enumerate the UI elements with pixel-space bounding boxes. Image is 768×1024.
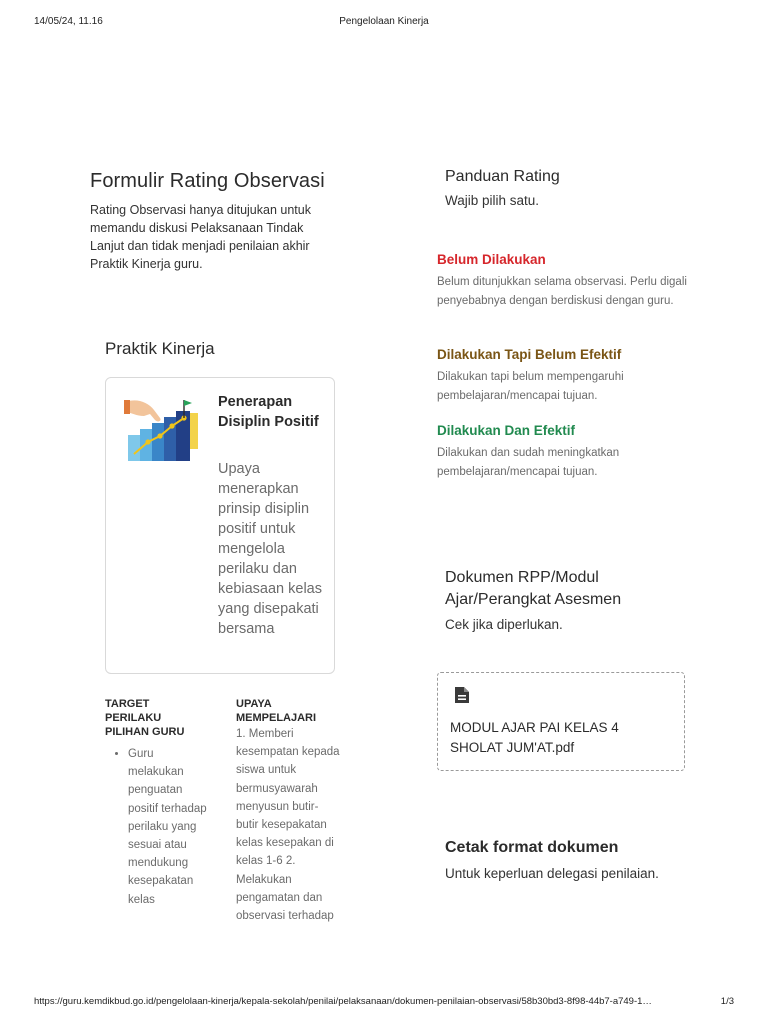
dokumen-subtitle: Cek jika diperlukan. [445, 617, 563, 632]
form-title: Formulir Rating Observasi [90, 170, 325, 192]
dokumen-section [445, 567, 685, 632]
list-item: • Guru melakukan penguatan positif terhadap perilaku yang sesuai atau mendukung kesepakatan kelas [128, 745, 207, 909]
target-list [105, 745, 207, 909]
print-header [0, 16, 768, 30]
rating-option-belum-efektif[interactable] [437, 347, 687, 406]
file-attachment[interactable] [437, 672, 685, 771]
file-name[interactable]: MODUL AJAR PAI KELAS 4 SHOLAT JUM'AT.pdf [450, 720, 619, 755]
form-description: Rating Observasi hanya ditujukan untuk memandu diskusi Pelaksanaan Tindak Lanjut dan tidak menjadi penilaian akhir Praktik Kinerja guru. [90, 203, 311, 271]
cetak-title: Cetak format dokumen [445, 839, 619, 856]
cetak-subtitle: Untuk keperluan delegasi penilaian. [445, 866, 659, 881]
upaya-heading: UPAYA MEMPELAJARI [236, 698, 317, 724]
panduan-subtitle: Wajib pilih satu. [445, 193, 540, 208]
rating-description: Belum ditunjukkan selama observasi. Perlu digali penyebabnya dengan berdiskusi dengan guru. [437, 276, 687, 307]
rating-label: Dilakukan Dan Efektif [437, 423, 576, 438]
print-page-title: Pengelolaan Kinerja [339, 16, 429, 27]
panduan-rating [437, 168, 687, 478]
rating-option-belum[interactable] [437, 252, 687, 311]
card-title: Penerapan Disiplin Positif [218, 394, 319, 430]
panduan-title: Panduan Rating [445, 168, 560, 185]
card-description: Upaya menerapkan prinsip disiplin positif untuk mengelola perilaku dan kebiasaan kelas yang disepakati bersama [218, 461, 322, 637]
print-datetime: 14/05/24, 11.16 [34, 16, 103, 27]
stairs-flag-illustration [124, 396, 204, 466]
rating-description: Dilakukan dan sudah meningkatkan pembelajaran/mencapai tujuan. [437, 447, 620, 478]
target-heading: TARGET PERILAKU PILIHAN GURU [105, 698, 185, 738]
document-icon [454, 686, 470, 704]
rating-description: Dilakukan tapi belum mempengaruhi pembelajaran/mencapai tujuan. [437, 371, 624, 402]
rating-label: Dilakukan Tapi Belum Efektif [437, 347, 622, 362]
praktik-card [105, 377, 335, 674]
dokumen-title: Dokumen RPP/Modul Ajar/Perangkat Asesmen [445, 569, 622, 608]
rating-option-efektif[interactable] [437, 423, 687, 482]
form-intro [90, 168, 340, 273]
praktik-kinerja-title: Praktik Kinerja [105, 339, 215, 358]
rating-label: Belum Dilakukan [437, 252, 546, 267]
print-url: https://guru.kemdikbud.go.id/pengelolaan-kinerja/kepala-sekolah/penilai/pelaksanaan/dokumen-penilaian-observasi/58b30bd3-8f98-44b7-a749-1… [34, 996, 652, 1007]
upaya-text: 1. Memberi kesempatan kepada siswa untuk bermusyawarah menyusun butir-butir kesepakatan kelas kesepakan di kelas 1-6 2. Melakukan pengamatan dan observasi terhadap [236, 728, 340, 923]
upaya-mempelajari-column [236, 697, 340, 925]
cetak-section [445, 839, 685, 884]
target-perilaku-column [105, 697, 207, 909]
page-number: 1/3 [720, 996, 734, 1007]
